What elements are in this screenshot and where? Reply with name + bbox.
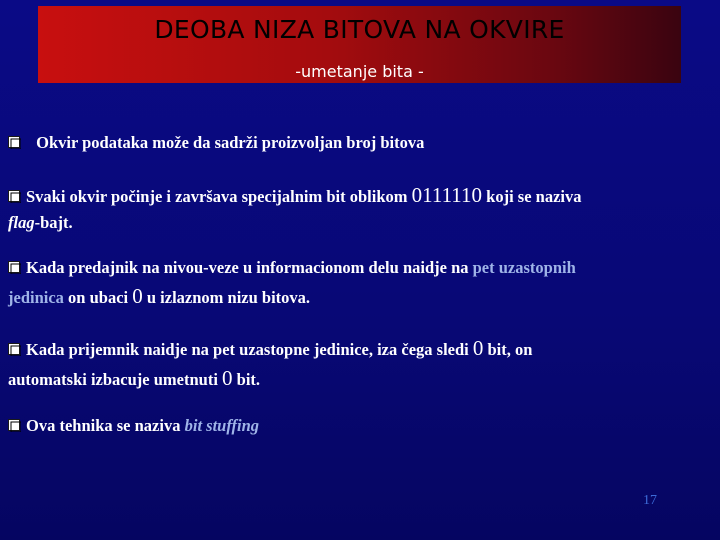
checkbox-bullet-icon [8,261,21,274]
bullet-4-text-c: automatski izbacuje umetnuti [8,370,218,389]
checkbox-bullet-icon [8,419,21,432]
flag-term: flag [8,213,35,232]
highlight-ones: jedinica [8,288,64,307]
bullet-2-text-b: koji se naziva [486,187,582,206]
bullet-4-text-a: Kada prijemnik naidje na pet uzastopne jedinice, iza čega sledi [26,340,469,359]
zero-bit: 0 [222,366,233,390]
bullet-3-text-b: on ubaci [68,288,129,307]
bullet-2 [8,181,714,237]
checkbox-bullet-icon [8,136,21,149]
bullet-5-text-a: Ova tehnika se naziva [26,416,181,435]
zero-bit: 0 [472,336,484,360]
bullet-1 [8,129,714,157]
title-banner [38,6,681,83]
highlight-five-consecutive: pet uzastopnih [472,258,576,277]
flag-pattern-code: 0111110 [411,183,483,207]
bit-stuffing-term: bit stuffing [184,416,260,435]
bullet-2-text-a: Svaki okvir počinje i završava specijalnim bit oblikom [26,187,408,206]
bullet-2-text-c: -bajt. [34,213,73,232]
bullet-4-text-b: bit, on [487,340,533,359]
slide-title: DEOBA NIZA BITOVA NA OKVIRE [154,15,565,44]
bullet-1-text: Okvir podataka može da sadrži proizvoljan broj bitova [36,133,425,152]
checkbox-bullet-icon [8,343,21,356]
checkbox-bullet-icon [8,190,21,203]
bullet-4 [8,334,714,394]
bullet-3-text-a: Kada predajnik na nivou-veze u informacionom delu naidje na [26,258,469,277]
bullet-3 [8,254,714,312]
bullet-5 [8,412,714,440]
page-number: 17 [643,493,657,508]
slide-subtitle: -umetanje bita - [295,62,424,81]
bullet-4-text-d: bit. [236,370,261,389]
zero-bit: 0 [132,284,143,308]
bullet-3-text-c: u izlaznom nizu bitova. [146,288,311,307]
